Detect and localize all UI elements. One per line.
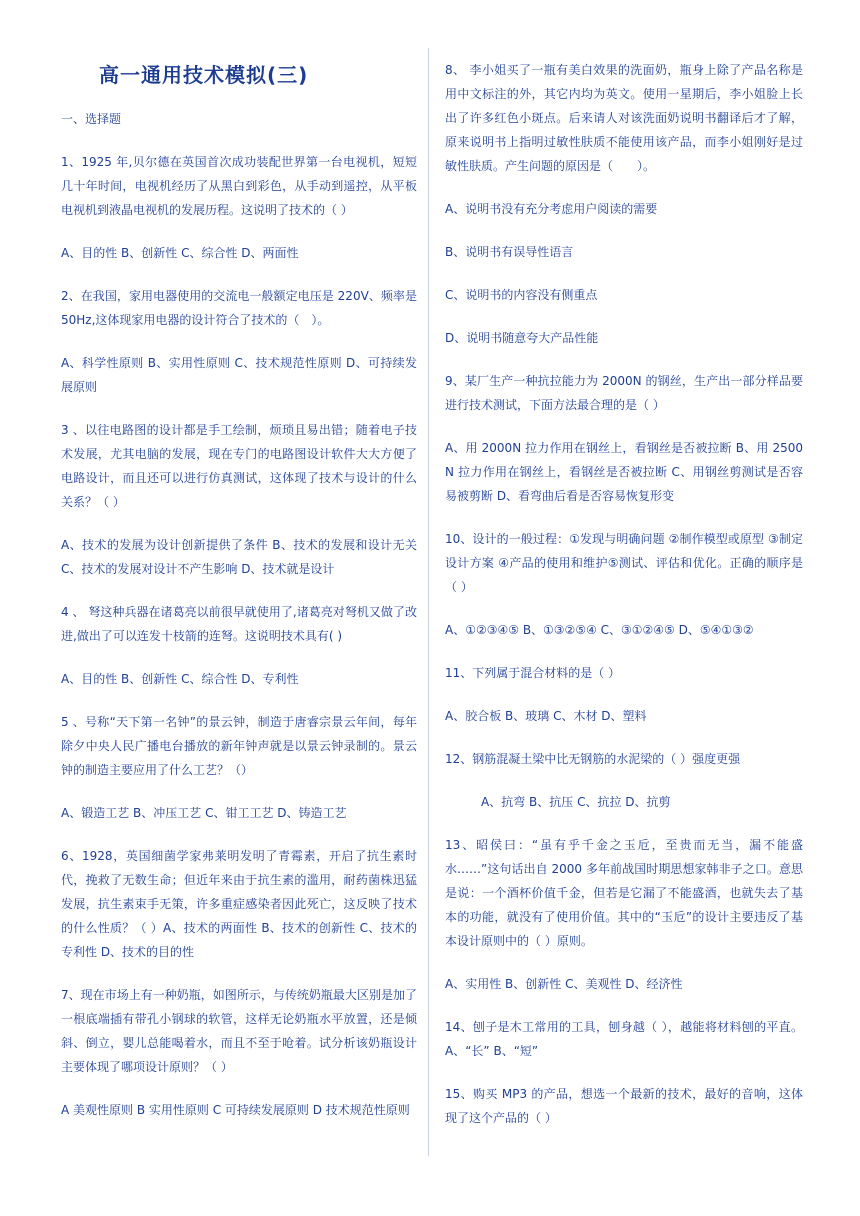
- question-8-option-d: D、说明书随意夸大产品性能: [445, 331, 599, 345]
- column-divider: [428, 48, 429, 1156]
- question-7-options: A 美观性原则 B 实用性原则 C 可持续发展原则 D 技术规范性原则: [61, 1103, 410, 1117]
- question-12-options: A、抗弯 B、抗压 C、抗拉 D、抗剪: [481, 795, 671, 809]
- right-column: [445, 58, 803, 1149]
- question-2: 2、在我国，家用电器使用的交流电一般额定电压是 220V、频率是 50Hz,这体现家用电器的设计符合了技术的（ ）。: [61, 289, 417, 327]
- question-9: 9、某厂生产一种抗拉能力为 2000N 的钢丝，生产出一部分样品要进行技术测试，下面方法最合理的是（ ）: [445, 374, 803, 412]
- question-3-options: A、技术的发展为设计创新提供了条件 B、技术的发展和设计无关 C、技术的发展对设计不产生影响 D、技术就是设计: [61, 538, 417, 576]
- question-6: 6、1928，英国细菌学家弗莱明发明了青霉素，开启了抗生素时代，挽救了无数生命；但近年来由于抗生素的滥用，耐药菌株迅猛发展，抗生素束手无策，许多重症感染者因此死亡，这反映了技术的什么性质？（ ）A、技术的两面性 B、技术的创新性 C、技术的专利性 D、技术的目的性: [61, 849, 417, 959]
- question-4-options: A、目的性 B、创新性 C、综合性 D、专利性: [61, 672, 299, 686]
- question-13-options: A、实用性 B、创新性 C、美观性 D、经济性: [445, 977, 683, 991]
- question-1: 1、1925 年,贝尔德在英国首次成功装配世界第一台电视机，短短几十年时间，电视机经历了从黑白到彩色，从手动到遥控，从平板电视机到液晶电视机的发展历程。这说明了技术的（ ）: [61, 155, 417, 217]
- section-heading: 一、选择题: [61, 112, 122, 126]
- question-8-option-b: B、说明书有误导性语言: [445, 245, 574, 259]
- question-8-option-c: C、说明书的内容没有侧重点: [445, 288, 598, 302]
- question-5: 5 、号称“天下第一名钟”的景云钟，制造于唐睿宗景云年间，每年除夕中央人民广播电台播放的新年钟声就是以景云钟录制的。景云钟的制造主要应用了什么工艺？（）: [61, 715, 417, 777]
- question-3: 3 、以往电路图的设计都是手工绘制，烦琐且易出错；随着电子技术发展，尤其电脑的发展，现在专门的电路图设计软件大大方便了电路设计，而且还可以进行仿真测试，这体现了技术与设计的什么关系？（ ）: [61, 423, 417, 509]
- question-13: 13、昭侯曰：“虽有乎千金之玉卮，至贵而无当，漏不能盛水……”这句话出自 2000 多年前战国时期思想家韩非子之口。意思是说：一个酒杯价值千金，但若是它漏了不能盛酒，也就失去了基本的功能，就没有了使用价值。其中的“玉卮”的设计主要违反了基本设计原则中的（ ）原则。: [445, 838, 803, 948]
- question-4: 4 、 弩这种兵器在诸葛亮以前很早就使用了,诸葛亮对弩机又做了改进,做出了可以连发十枝箭的连弩。这说明技术具有( ): [61, 605, 417, 643]
- question-2-options: A、科学性原则 B、实用性原则 C、技术规范性原则 D、可持续发展原则: [61, 356, 417, 394]
- question-7: 7、现在市场上有一种奶瓶，如图所示，与传统奶瓶最大区别是加了一根底端插有带孔小钢球的软管，这样无论奶瓶水平放置，还是倾斜、倒立，婴儿总能喝着水，而且不至于呛着。试分析该奶瓶设计主要体现了哪项设计原则？（ ）: [61, 988, 417, 1074]
- question-11-options: A、胶合板 B、玻璃 C、木材 D、塑料: [445, 709, 647, 723]
- question-14: 14、刨子是木工常用的工具，刨身越（ ），越能将材料刨的平直。A、“长” B、“短”: [445, 1020, 803, 1058]
- question-10: 10、设计的一般过程：①发现与明确问题 ②制作模型或原型 ③制定设计方案 ④产品的使用和维护⑤测试、评估和优化。正确的顺序是（ ）: [445, 532, 803, 594]
- question-5-options: A、锻造工艺 B、冲压工艺 C、钳工工艺 D、铸造工艺: [61, 806, 347, 820]
- question-15: 15、购买 MP3 的产品，想选一个最新的技术，最好的音响，这体现了这个产品的（ ）: [445, 1087, 803, 1125]
- page-title: 高一通用技术模拟(三): [99, 63, 309, 87]
- question-11: 11、下列属于混合材料的是（ ）: [445, 666, 621, 680]
- question-1-options: A、目的性 B、创新性 C、综合性 D、两面性: [61, 246, 299, 260]
- left-column: [61, 58, 417, 1141]
- question-12: 12、钢筋混凝土梁中比无钢筋的水泥梁的（ ）强度更强: [445, 752, 741, 766]
- question-8: 8、 李小姐买了一瓶有美白效果的洗面奶，瓶身上除了产品名称是用中文标注的外，其它内均为英文。使用一星期后，李小姐脸上长出了许多红色小斑点。后来请人对该洗面奶说明书翻译后才了解，原来说明书上指明过敏性肤质不能使用该产品，而李小姐刚好是过敏性肤质。产生问题的原因是（ ）。: [445, 63, 803, 173]
- question-9-options: A、用 2000N 拉力作用在钢丝上，看钢丝是否被拉断 B、用 2500N 拉力作用在钢丝上，看钢丝是否被拉断 C、用钢丝剪测试是否容易被剪断 D、看弯曲后看是否容易恢复形变: [445, 441, 803, 503]
- question-8-option-a: A、说明书没有充分考虑用户阅读的需要: [445, 202, 658, 216]
- question-10-options: A、①②③④⑤ B、①③②⑤④ C、③①②④⑤ D、⑤④①③②: [445, 623, 754, 637]
